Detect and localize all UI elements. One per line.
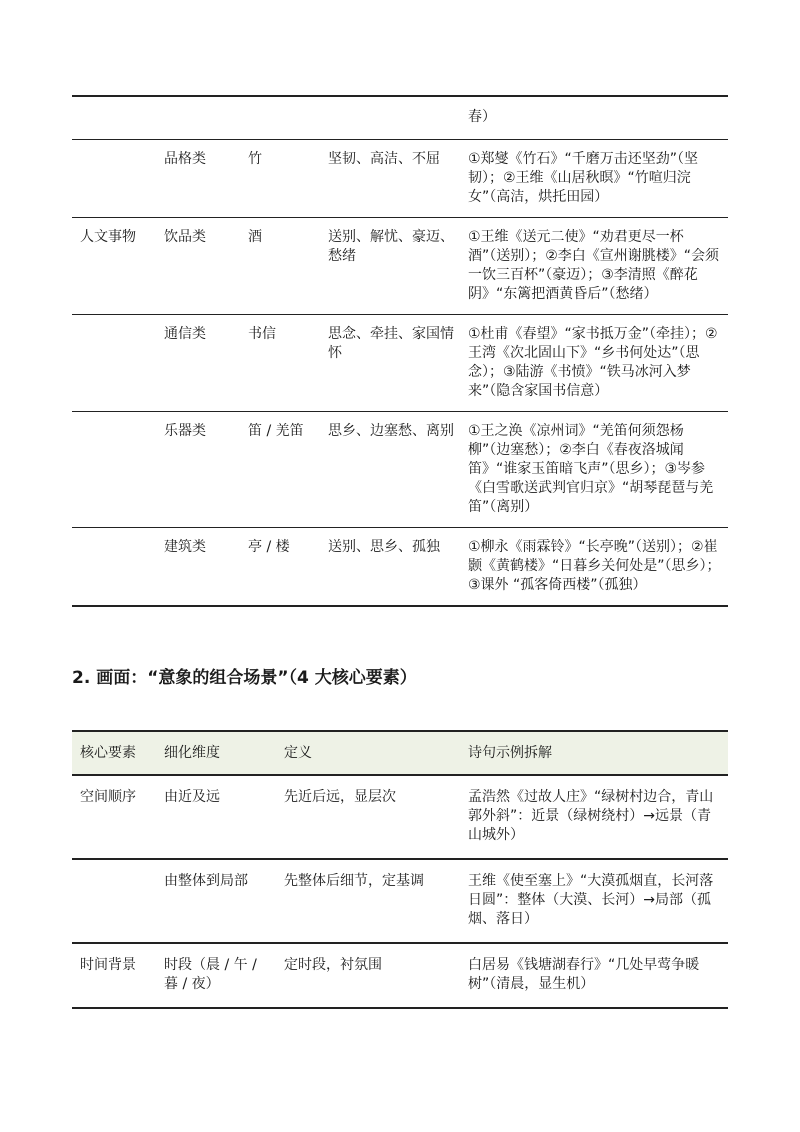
scene-elements-table — [72, 730, 728, 1009]
category-cell — [72, 528, 156, 607]
scene-table-container — [72, 730, 728, 1009]
column-header: 定义 — [276, 731, 460, 775]
table-row — [72, 528, 728, 607]
category-cell — [72, 96, 156, 140]
table-row — [72, 943, 728, 1008]
subcategory-cell: 饮品类 — [156, 218, 240, 315]
subcategory-cell: 建筑类 — [156, 528, 240, 607]
table-row — [72, 218, 728, 315]
example-cell: 白居易《钱塘湖春行》“几处早莺争暖树”（清晨，显生机） — [460, 943, 728, 1008]
examples-cell: 春） — [468, 109, 496, 125]
imagery-cell: 酒 — [240, 218, 320, 315]
table-row — [72, 412, 728, 528]
table-row — [72, 775, 728, 859]
imagery-cell: 竹 — [240, 140, 320, 218]
dimension-cell: 由近及远 — [164, 789, 220, 805]
element-cell: 时间背景 — [72, 943, 156, 1008]
imagery-table-container — [72, 95, 728, 607]
table-header-row — [72, 731, 728, 775]
subcategory-cell — [156, 96, 240, 140]
examples-cell: ①郑燮《竹石》“千磨万击还坚劲”（坚韧）；②王维《山居秋暝》“竹喧归浣女”（高洁，烘托田园） — [460, 140, 728, 218]
column-header: 核心要素 — [72, 731, 156, 775]
table-row — [72, 96, 728, 140]
table-row — [72, 859, 728, 943]
examples-cell: ①柳永《雨霖铃》“长亭晚”（送别）；②崔颢《黄鹤楼》“日暮乡关何处是”（思乡）；③课外 “孤客倚西楼”（孤独） — [460, 528, 728, 607]
category-cell — [72, 140, 156, 218]
meaning-cell: 送别、解忧、豪迈、愁绪 — [320, 218, 460, 315]
example-cell: 王维《使至塞上》“大漠孤烟直，长河落日圆”：整体（大漠、长河）→局部（孤烟、落日） — [460, 859, 728, 943]
element-cell — [72, 859, 156, 943]
section-heading: 2. 画面：“意象的组合场景”（4 大核心要素） — [72, 668, 417, 688]
table-row — [72, 140, 728, 218]
imagery-cell: 亭 / 楼 — [240, 528, 320, 607]
examples-cell: ①杜甫《春望》“家书抵万金”（牵挂）；②王湾《次北固山下》“乡书何处达”（思念）；③陆游《书愤》“铁马冰河入梦来”（隐含家国书信意） — [460, 315, 728, 412]
meaning-cell: 思乡、边塞愁、离别 — [320, 412, 460, 528]
imagery-cell: 笛 / 羌笛 — [240, 412, 320, 528]
meaning-cell: 思念、牵挂、家国情怀 — [320, 315, 460, 412]
meaning-cell: 坚韧、高洁、不屈 — [320, 140, 460, 218]
column-header: 细化维度 — [156, 731, 276, 775]
definition-cell: 定时段，衬氛围 — [276, 943, 460, 1008]
element-cell: 空间顺序 — [80, 789, 136, 805]
category-cell: 人文事物 — [72, 218, 156, 315]
imagery-cell: 书信 — [240, 315, 320, 412]
subcategory-cell: 品格类 — [156, 140, 240, 218]
meaning-cell: 送别、思乡、孤独 — [320, 528, 460, 607]
subcategory-cell: 通信类 — [156, 315, 240, 412]
dimension-cell: 由整体到局部 — [156, 859, 276, 943]
category-cell — [72, 412, 156, 528]
example-cell: 孟浩然《过故人庄》“绿树村边合，青山郭外斜”：近景（绿树绕村）→远景（青山城外） — [468, 789, 714, 843]
definition-cell: 先近后远，显层次 — [284, 789, 396, 805]
subcategory-cell: 乐器类 — [156, 412, 240, 528]
imagery-cell — [240, 96, 320, 140]
dimension-cell: 时段（晨 / 午 / 暮 / 夜） — [156, 943, 276, 1008]
meaning-cell — [320, 96, 460, 140]
imagery-table — [72, 95, 728, 607]
examples-cell: ①王之涣《凉州词》“羌笛何须怨杨柳”（边塞愁）；②李白《春夜洛城闻笛》“谁家玉笛暗飞声”（思乡）；③岑参《白雪歌送武判官归京》“胡琴琵琶与羌笛”（离别） — [460, 412, 728, 528]
category-cell — [72, 315, 156, 412]
examples-cell: ①王维《送元二使》“劝君更尽一杯酒”（送别）；②李白《宣州谢朓楼》“会须一饮三百杯”（豪迈）；③李清照《醉花阴》“东篱把酒黄昏后”（愁绪） — [460, 218, 728, 315]
column-header: 诗句示例拆解 — [460, 731, 728, 775]
table-row — [72, 315, 728, 412]
definition-cell: 先整体后细节，定基调 — [276, 859, 460, 943]
